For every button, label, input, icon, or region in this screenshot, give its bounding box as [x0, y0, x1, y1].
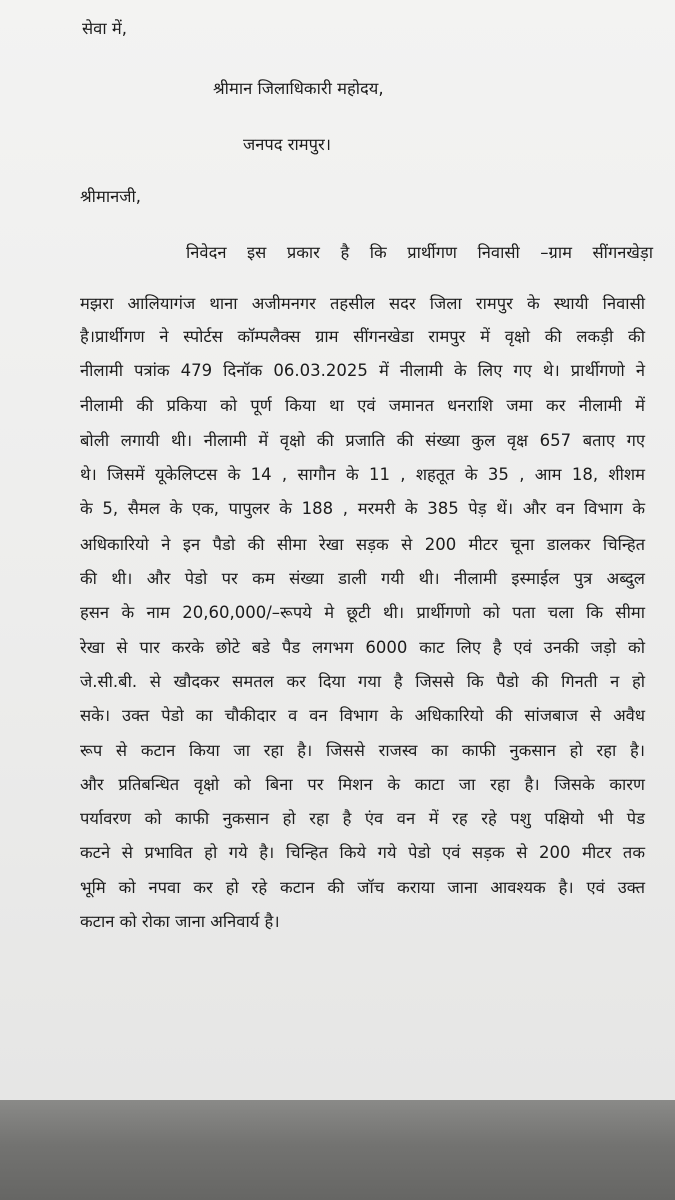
body-line: मझरा आलियागंज थाना अजीमनगर तहसील सदर जिला रामपुर के स्थायी निवासी	[80, 294, 645, 313]
body-line: थे। जिसमें यूकेलिप्टस के 14 , सागौन के 11 , शहतूत के 35 , आम 18, शीशम	[80, 465, 645, 484]
body-line: है।प्रार्थीगण ने स्पोर्टस कॉम्पलैक्स ग्राम सींगनखेडा रामपुर में वृक्षो की लकड़ी की	[80, 327, 645, 346]
body-line: रेखा से पार करके छोटे बडे पैड लगभग 6000 काट लिए है एवं उनकी जड़ो को	[80, 638, 645, 657]
body-line: हसन के नाम 20,60,000/–रूपये मे छूटी थी। प्रार्थीगणो को पता चला कि सीमा	[80, 603, 645, 622]
body-line: के 5, सैमल के एक, पापुलर के 188 , मरमरी के 385 पेड़ थें। और वन विभाग के	[80, 499, 645, 518]
body-line: सके। उक्त पेडो का चौकीदार व वन विभाग के अधिकारियो की सांजबाज से अवैध	[80, 706, 645, 725]
body-line: और प्रतिबन्धित वृक्षो को बिना पर मिशन के काटा जा रहा है। जिसके कारण	[80, 775, 645, 794]
body-line: अधिकारियो ने इन पैडो की सीमा रेखा सड़क से 200 मीटर चूना डालकर चिन्हित	[80, 535, 645, 554]
body-line: रूप से कटान किया जा रहा है। जिससे राजस्व का काफी नुकसान हो रहा है।	[80, 741, 645, 760]
letter-greeting: सेवा में,	[82, 19, 127, 38]
body-line: भूमि को नपवा कर हो रहे कटान की जॉच कराया जाना आवश्यक है। एवं उक्त	[80, 878, 645, 897]
body-line: नीलामी पत्रांक 479 दिनॉक 06.03.2025 में नीलामी के लिए गए थे। प्रार्थीगणो ने	[80, 361, 645, 380]
body-line: नीलामी की प्रकिया को पूर्ण किया था एवं जमानत धनराशि जमा कर नीलामी में	[80, 396, 645, 415]
body-line: कटने से प्रभावित हो गये है। चिन्हित किये गये पेडो एवं सड़क से 200 मीटर तक	[80, 843, 645, 862]
body-line: निवेदन इस प्रकार है कि प्रार्थीगण निवासी –ग्राम सींगनखेड़ा	[186, 243, 653, 262]
body-line: जे.सी.बी. से खौदकर समतल कर दिया गया है जिससे कि पैडो की गिनती न हो	[80, 672, 645, 691]
background-surface	[0, 1100, 675, 1200]
body-line: की थी। और पेडो पर कम संख्या डाली गयी थी। नीलामी इस्माईल पुत्र अब्दुल	[80, 569, 645, 588]
letter-district: जनपद रामपुर।	[243, 135, 332, 154]
body-line: पर्यावरण को काफी नुकसान हो रहा है एंव वन में रह रहे पशु पक्षियो भी पेड	[80, 809, 645, 828]
letter-salutation: श्रीमानजी,	[80, 187, 142, 206]
letter-addressee: श्रीमान जिलाधिकारी महोदय,	[213, 79, 384, 98]
body-line: बोली लगायी थी। नीलामी में वृक्षो की प्रजाति की संख्या कुल वृक्ष 657 बताए गए	[80, 431, 645, 450]
body-line: कटान को रोका जाना अनिवार्य है।	[80, 912, 280, 931]
